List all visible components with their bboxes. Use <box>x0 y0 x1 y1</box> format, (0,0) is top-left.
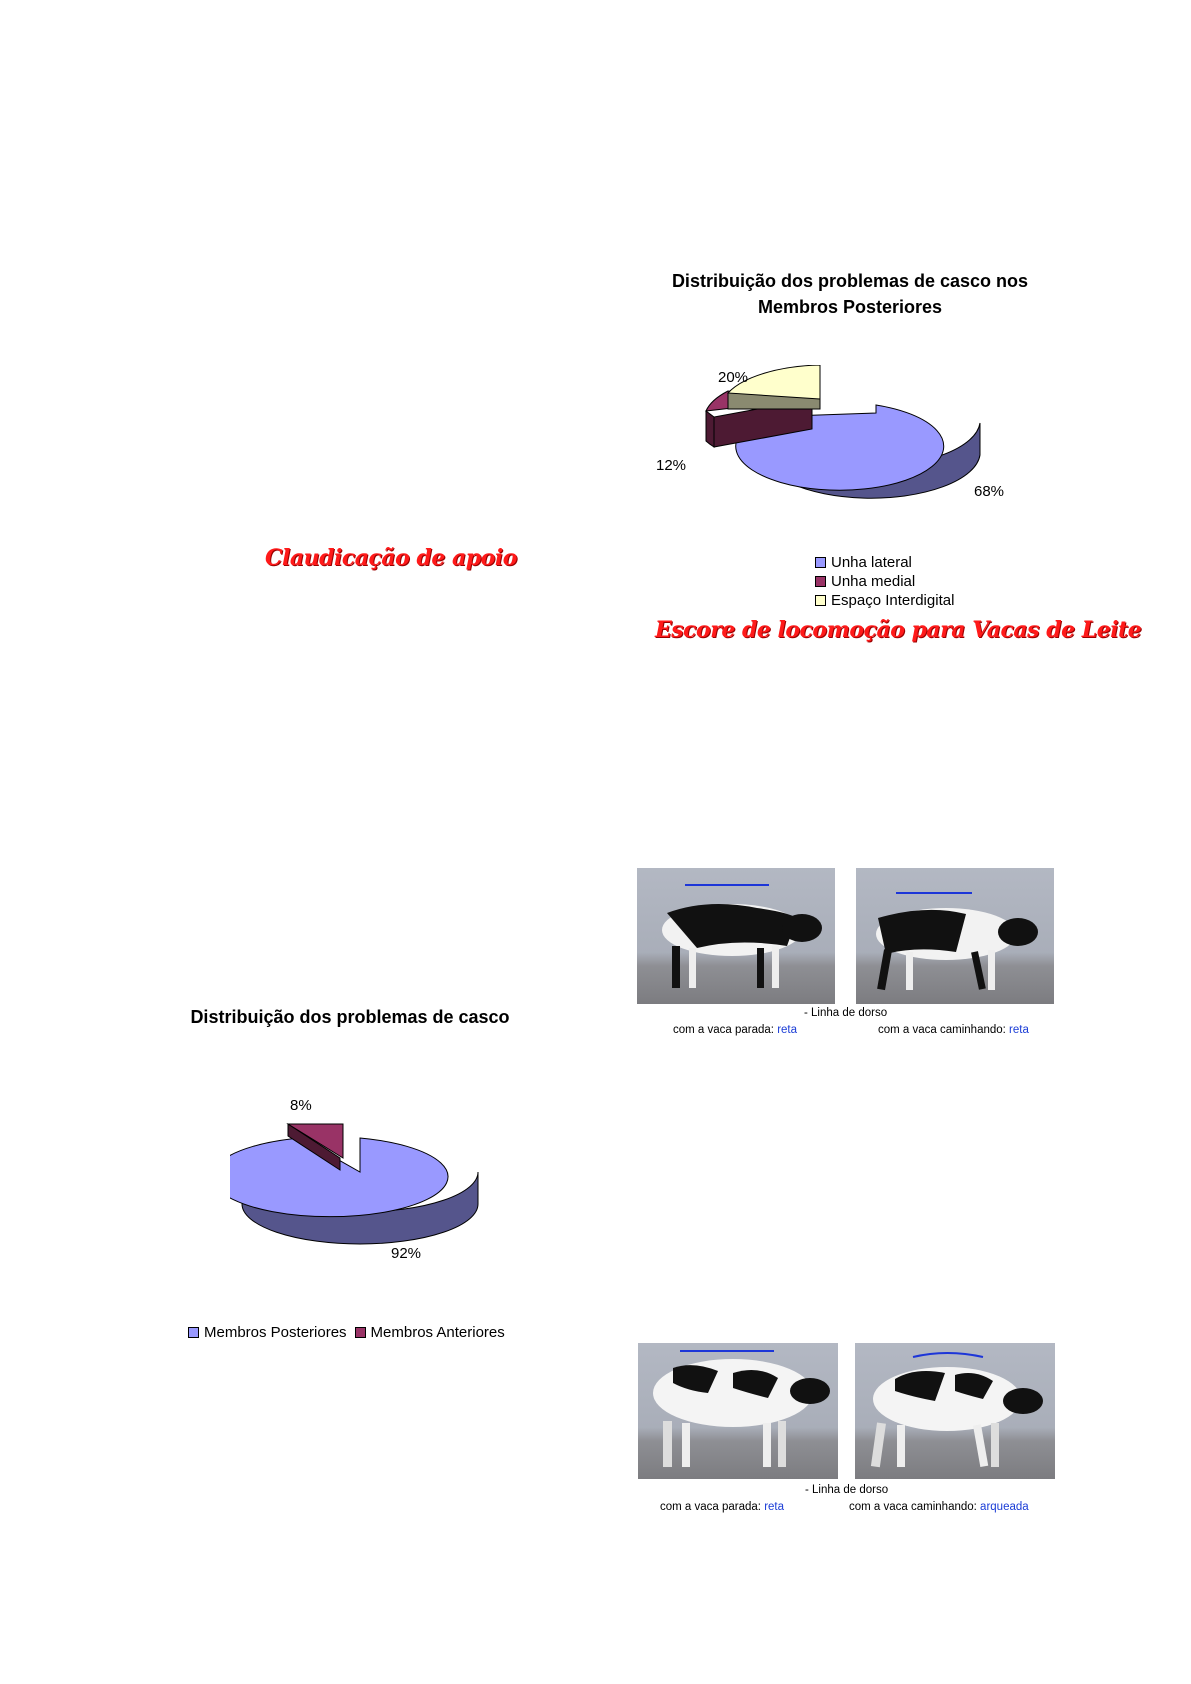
chart1-slice-unha-medial-side <box>706 411 714 447</box>
chart1-pie <box>640 365 1020 515</box>
chart1-title-line1: Distribuição dos problemas de casco nos <box>671 271 1029 291</box>
legend-swatch-anteriores <box>355 1327 366 1338</box>
caption-prefix: com a vaca caminhando: <box>849 1501 981 1513</box>
chart1-title <box>600 268 1100 320</box>
chart1-legend <box>815 553 954 610</box>
legend-label: Espaço Interdigital <box>831 592 955 609</box>
legend-item <box>815 591 954 610</box>
legend-label: Membros Posteriores <box>204 1324 347 1341</box>
cow-photo-standing-2 <box>638 1343 838 1479</box>
chart2-legend <box>188 1323 505 1342</box>
legend-label: Unha lateral <box>831 554 912 571</box>
legend-label: Unha medial <box>831 573 916 590</box>
caption-linha-dorso-1: - Linha de dorso <box>804 1007 888 1019</box>
caption-value: reta <box>1009 1024 1029 1036</box>
cow-illustration <box>638 1343 838 1479</box>
heading-escore: Escore de locomoção para Vacas de Leite <box>655 617 1142 643</box>
heading-claudicacao: Claudicação de apoio <box>265 545 517 571</box>
chart1-label-68: 68% <box>974 483 1005 500</box>
legend-item <box>815 572 954 591</box>
caption-caminhando-2 <box>849 1501 1029 1513</box>
caption-value: arqueada <box>980 1501 1029 1513</box>
caption-caminhando-1 <box>878 1024 1029 1036</box>
chart2-label-92: 92% <box>391 1245 422 1262</box>
legend-item <box>355 1323 505 1342</box>
cow-illustration <box>855 1343 1055 1479</box>
caption-parada-2 <box>660 1501 784 1513</box>
legend-swatch-unha-medial <box>815 576 826 587</box>
caption-prefix: com a vaca parada: <box>660 1501 765 1513</box>
legend-label: Membros Anteriores <box>370 1324 505 1341</box>
chart2-label-8: 8% <box>290 1097 312 1114</box>
cow-photo-walking-1 <box>856 868 1054 1004</box>
chart2-pie <box>230 1110 490 1250</box>
chart1-title-line2: Membros Posteriores <box>757 297 943 317</box>
caption-value: reta <box>764 1501 785 1513</box>
legend-item <box>815 553 954 572</box>
cow-illustration <box>637 868 835 1004</box>
cow-photo-standing-1 <box>637 868 835 1004</box>
legend-swatch-unha-lateral <box>815 557 826 568</box>
caption-linha-dorso-2: - Linha de dorso <box>805 1484 889 1496</box>
chart1-label-12: 12% <box>656 457 687 474</box>
caption-prefix: com a vaca caminhando: <box>878 1024 1010 1036</box>
cow-photo-walking-2 <box>855 1343 1055 1479</box>
chart2-title: Distribuição dos problemas de casco <box>190 1007 510 1027</box>
legend-item <box>188 1323 347 1342</box>
legend-swatch-posteriores <box>188 1327 199 1338</box>
caption-value: reta <box>777 1024 798 1036</box>
chart1-label-20: 20% <box>718 369 749 386</box>
caption-parada-1 <box>673 1024 797 1036</box>
caption-prefix: com a vaca parada: <box>673 1024 778 1036</box>
cow-illustration <box>856 868 1054 1004</box>
legend-swatch-espaco <box>815 595 826 606</box>
